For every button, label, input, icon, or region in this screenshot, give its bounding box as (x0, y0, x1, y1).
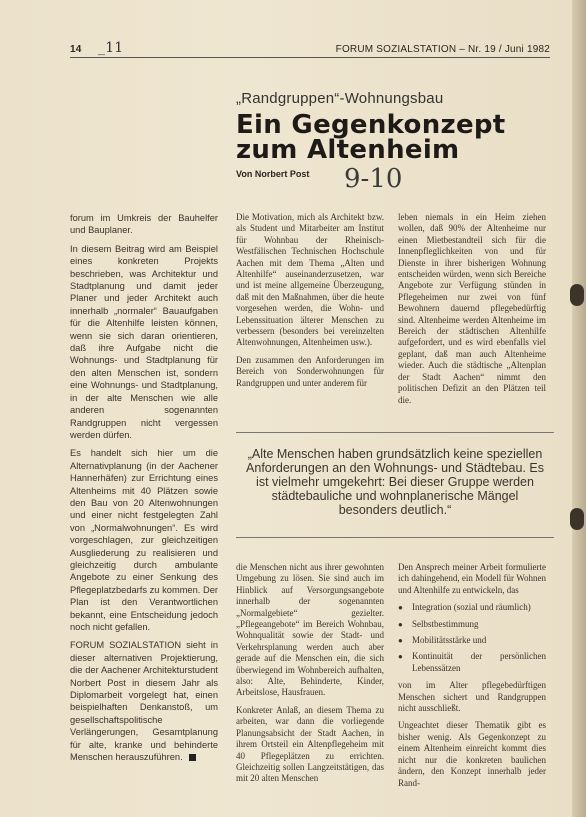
left-paragraph (70, 639, 218, 763)
magazine-issue: FORUM SOZIALSTATION – Nr. 19 / Juni 1982 (335, 44, 550, 55)
body-paragraph: von im Alter pflegebedürftigen Menschen sichert und Randgruppen nicht ausschließt. (398, 680, 546, 714)
body-paragraph: Die Motivation, mich als Architekt bzw. als Student und Mitarbeiter am Institut für Wohnbau der Rheinisch-Westfälischen Technischen Hochschule Aachen mit dem Thema „Alten und Altenhilfe“ auseinanderzusetzen, war und ist meine allgemeine Überzeugung, daß mit den Maßnahmen, über die heute vorgesehen werden, die Wohn- und Lebenssituation älterer Menschen zu verbessern (besonders bei vereinzelten Altenwohnungen, Altenheimen usw.). (236, 212, 384, 348)
body-paragraph: leben niemals in ein Heim ziehen wollen, daß 90% der Altenheime nur einen Mietbestandteil sich für die Innenpfleglichkeiten von und für Dienste in ihrer bisherigen Wohnung entscheiden würden, wenn sich Bereiche Angebote zur Verfügung stünden in Pflegeheimen nur zwei von fünf Bewohnern dauernd pflegebedürftig sind. Altenheime werden Altenheime im Bereich der städtischen Altenhilfe aufgefordert, und es wird ebenfalls viel geplant, daß man auch Altenheime wieder. Auch die städtische „Altenplan der Stadt Aachen“ nimmt den politischen Defizit an den Plätzen teil die. (398, 212, 546, 405)
middle-column-bottom (236, 562, 384, 791)
body-paragraph: Ungeachtet dieser Thematik gibt es bisher wenig. Als Gegenkonzept zu einem Altenheim einreicht kommt dies nicht nur die konkreten baulichen ändern, den Konzept innerhalb jeder Rand- (398, 720, 546, 788)
pull-quote: „Alte Menschen haben grundsätzlich keine speziellen Anforderungen an den Wohnungs- und Städtebau. Es ist vielmehr umgekehrt: Bei dieser Gruppe werden städtebauliche und wohnplanerische Mängel besonders deutlich.“ (246, 447, 544, 517)
punch-hole (570, 284, 584, 306)
list-item: ● Mobilitätsstärke und (398, 635, 546, 646)
body-paragraph: Den Ansprech meiner Arbeit formulierte ich dahingehend, ein Modell für Wohnen und Altenhilfe zu entwickeln, das (398, 562, 546, 595)
article-byline: Von Norbert Post (236, 169, 310, 179)
pull-quote-box (236, 432, 554, 538)
left-paragraph: Es handelt sich hier um die Alternativplanung (in der Aachener Hannerhäfen) zur Errichtung eines Altenheims mit 40 Plätzen sowie den Bau von 20 Altenwohnungen und einer nicht festgelegten Zahl von „Normalwohnungen“. Es wird vorgeschlagen, zur gleichzeitigen Ausgliederung zu realisieren und gleichzeitig durch ambulante Angebote zu einer Senkung des Pflegeplatzbedarfs zu kommen. Der Plan ist den Verantwortlichen bekannt, eine Entscheidung jedoch noch nicht gefallen. (70, 448, 218, 632)
end-of-article-mark (189, 754, 196, 761)
left-paragraph: forum im Umkreis der Bauhelfer und Bauplaner. (70, 213, 218, 236)
left-paragraph-text: FORUM SOZIALSTATION sieht in dieser alternativen Projektierung, die der Aachener Architekturstudent Norbert Post in diesem Jahr als Diplomarbeit vorgelegt hat, einen beispielhaften Denkanstoß, um gesellschaftspolitische Verlängerungen, Gesamtplanung für alte, kranke und behinderte Menschen herauszuführen. (70, 640, 218, 763)
goal-list (398, 602, 546, 674)
page-number: 14 (70, 44, 82, 55)
body-paragraph: die Menschen nicht aus ihrer gewohnten Umgebung zu lösen. Sie sind auch im Hinblick auf Versorgungsangebote innerhalb der sogenannten „Normalgebiete“ gezielter. „Pflegeangebote“ im Bereich Wohnbau, Wohnqualität sowie der Stadt- und Verkehrsplanung werden auch aber gerade auf die Menschen ein, die sich überwiegend im Wohnbereich aufhalten, also: Alte, Behinderte, Kinder, Arbeitslose, Hausfrauen. (236, 562, 384, 698)
article-headline: Ein Gegenkonzept zum Altenheim (236, 110, 506, 165)
right-column-bottom (398, 562, 546, 795)
left-column (70, 212, 218, 769)
header-rule (70, 57, 550, 58)
body-paragraph: Konkreter Anlaß, an diesem Thema zu arbeiten, war dann die vorliegende Planungsabsicht der Stadt Aachen, in ihrem Ortsteil ein Altenpflegeheim mit 40 Pflegeplätzen zu errichten. Gleichzeitig sollen Langzeitstätigen, das mit 20 alten Menschen (236, 704, 384, 784)
list-item: ● Integration (sozial und räumlich) (398, 602, 546, 613)
list-item: ● Kontinuität der persönlichen Lebenssätzen (398, 651, 546, 674)
body-paragraph: Den zusammen den Anforderungen im Bereich von Sonderwohnungen für Randgruppen und unter anderem für (236, 354, 384, 388)
punch-hole (570, 508, 584, 530)
middle-column-top (236, 212, 384, 395)
list-item: ● Selbstbestimmung (398, 619, 546, 630)
right-column-top (398, 212, 546, 412)
handwritten-note: 9-10 (344, 164, 403, 194)
article-kicker: „Randgruppen“-Wohnungsbau (236, 90, 444, 107)
page-edge (572, 0, 586, 817)
left-paragraph: In diesem Beitrag wird am Beispiel eines konkreten Projekts beschrieben, was Architektur und Stadtplanung und damit jeder Planer und jeder Architekt auch innerhalb „normaler“ Bauaufgaben für die Altenhilfe leisten können, wenn sie sich daran orientieren, daß ihre Aufgabe nicht die Wohnungs- und Stadtplanung für den alten Menschen ist, sondern eine Wohnungs- und Stadtplanung, in der alte Menschen wie alle anderen sogenannten Randgruppen nicht vergessen werden dürfen. (70, 243, 218, 440)
handwritten-page-mark: _11 (98, 40, 124, 56)
